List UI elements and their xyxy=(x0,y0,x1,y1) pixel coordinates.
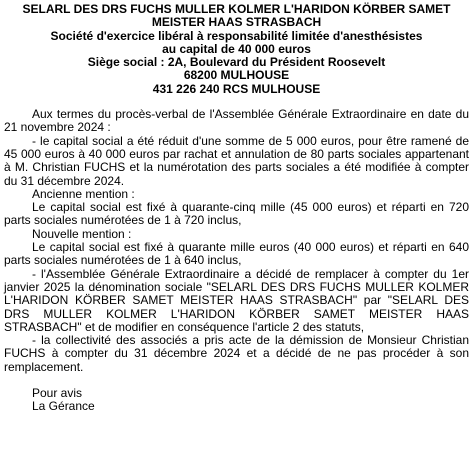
paragraph-old-mention: Le capital social est fixé à quarante-cinq mille (45 000 euros) et réparti en 720 parts sociales numérotées de 1 à 720 inclus, xyxy=(4,200,469,228)
registered-office: Siège social : 2A, Boulevard du Président Roosevelt xyxy=(87,55,386,70)
paragraph-meeting: Aux termes du procès-verbal de l'Assemblée Générale Extraordinaire en date du 21 novembre 2024 : xyxy=(4,107,469,135)
signoff-line1: Pour avis xyxy=(32,386,83,401)
notice-body xyxy=(4,108,469,374)
share-capital: au capital de 40 000 euros xyxy=(162,41,311,56)
paragraph-new-mention: Le capital social est fixé à quarante mille euros (40 000 euros) et réparti en 640 parts sociales numérotées de 1 à 640 inclus, xyxy=(4,240,469,268)
paragraph-new-mention-heading: Nouvelle mention : xyxy=(32,226,132,241)
company-name-line1: SELARL DES DRS FUCHS MULLER KOLMER L'HARIDON KÖRBER SAMET xyxy=(22,2,451,16)
rcs-number: 431 226 240 RCS MULHOUSE xyxy=(152,81,321,96)
notice-signoff xyxy=(4,387,469,414)
paragraph-resignation: - la collectivité des associés a pris acte de la démission de Monsieur Christian FUCHS à compter du 31 décembre 2024 et a décidé de ne pas procéder à son remplacement. xyxy=(4,333,469,374)
company-name-line2: MEISTER HAAS STRASBACH xyxy=(151,15,322,30)
paragraph-old-mention-heading: Ancienne mention : xyxy=(32,186,135,201)
postal-city: 68200 MULHOUSE xyxy=(183,68,290,83)
paragraph-name-change: - l'Assemblée Générale Extraordinaire a décidé de remplacer à compter du 1er janvier 2025 la dénomination sociale "SELARL DES DRS FUCHS MULLER KOLMER L'HARIDON KÖRBER SAMET MEISTER HAAS STRASBACH" par "SELARL DES DRS MULLER KOLMER L'HARIDON KÖRBER SAMET MEISTER HAAS STRASBACH" et de modifier en conséquence l'article 2 des statuts, xyxy=(4,266,469,334)
legal-form: Société d'exercice libéral à responsabilité limitée d'anesthésistes xyxy=(50,28,423,43)
signoff-line2: La Gérance xyxy=(32,399,95,414)
notice-header xyxy=(4,3,469,96)
paragraph-capital-reduction: - le capital social a été réduit d'une somme de 5 000 euros, pour être ramené de 45 000 euros à 40 000 euros par rachat et annulation de 80 parts sociales appartenant à M. Christian FUCHS et la numérotation des parts sociales a été modifiée à compter du 31 décembre 2024. xyxy=(4,133,469,188)
